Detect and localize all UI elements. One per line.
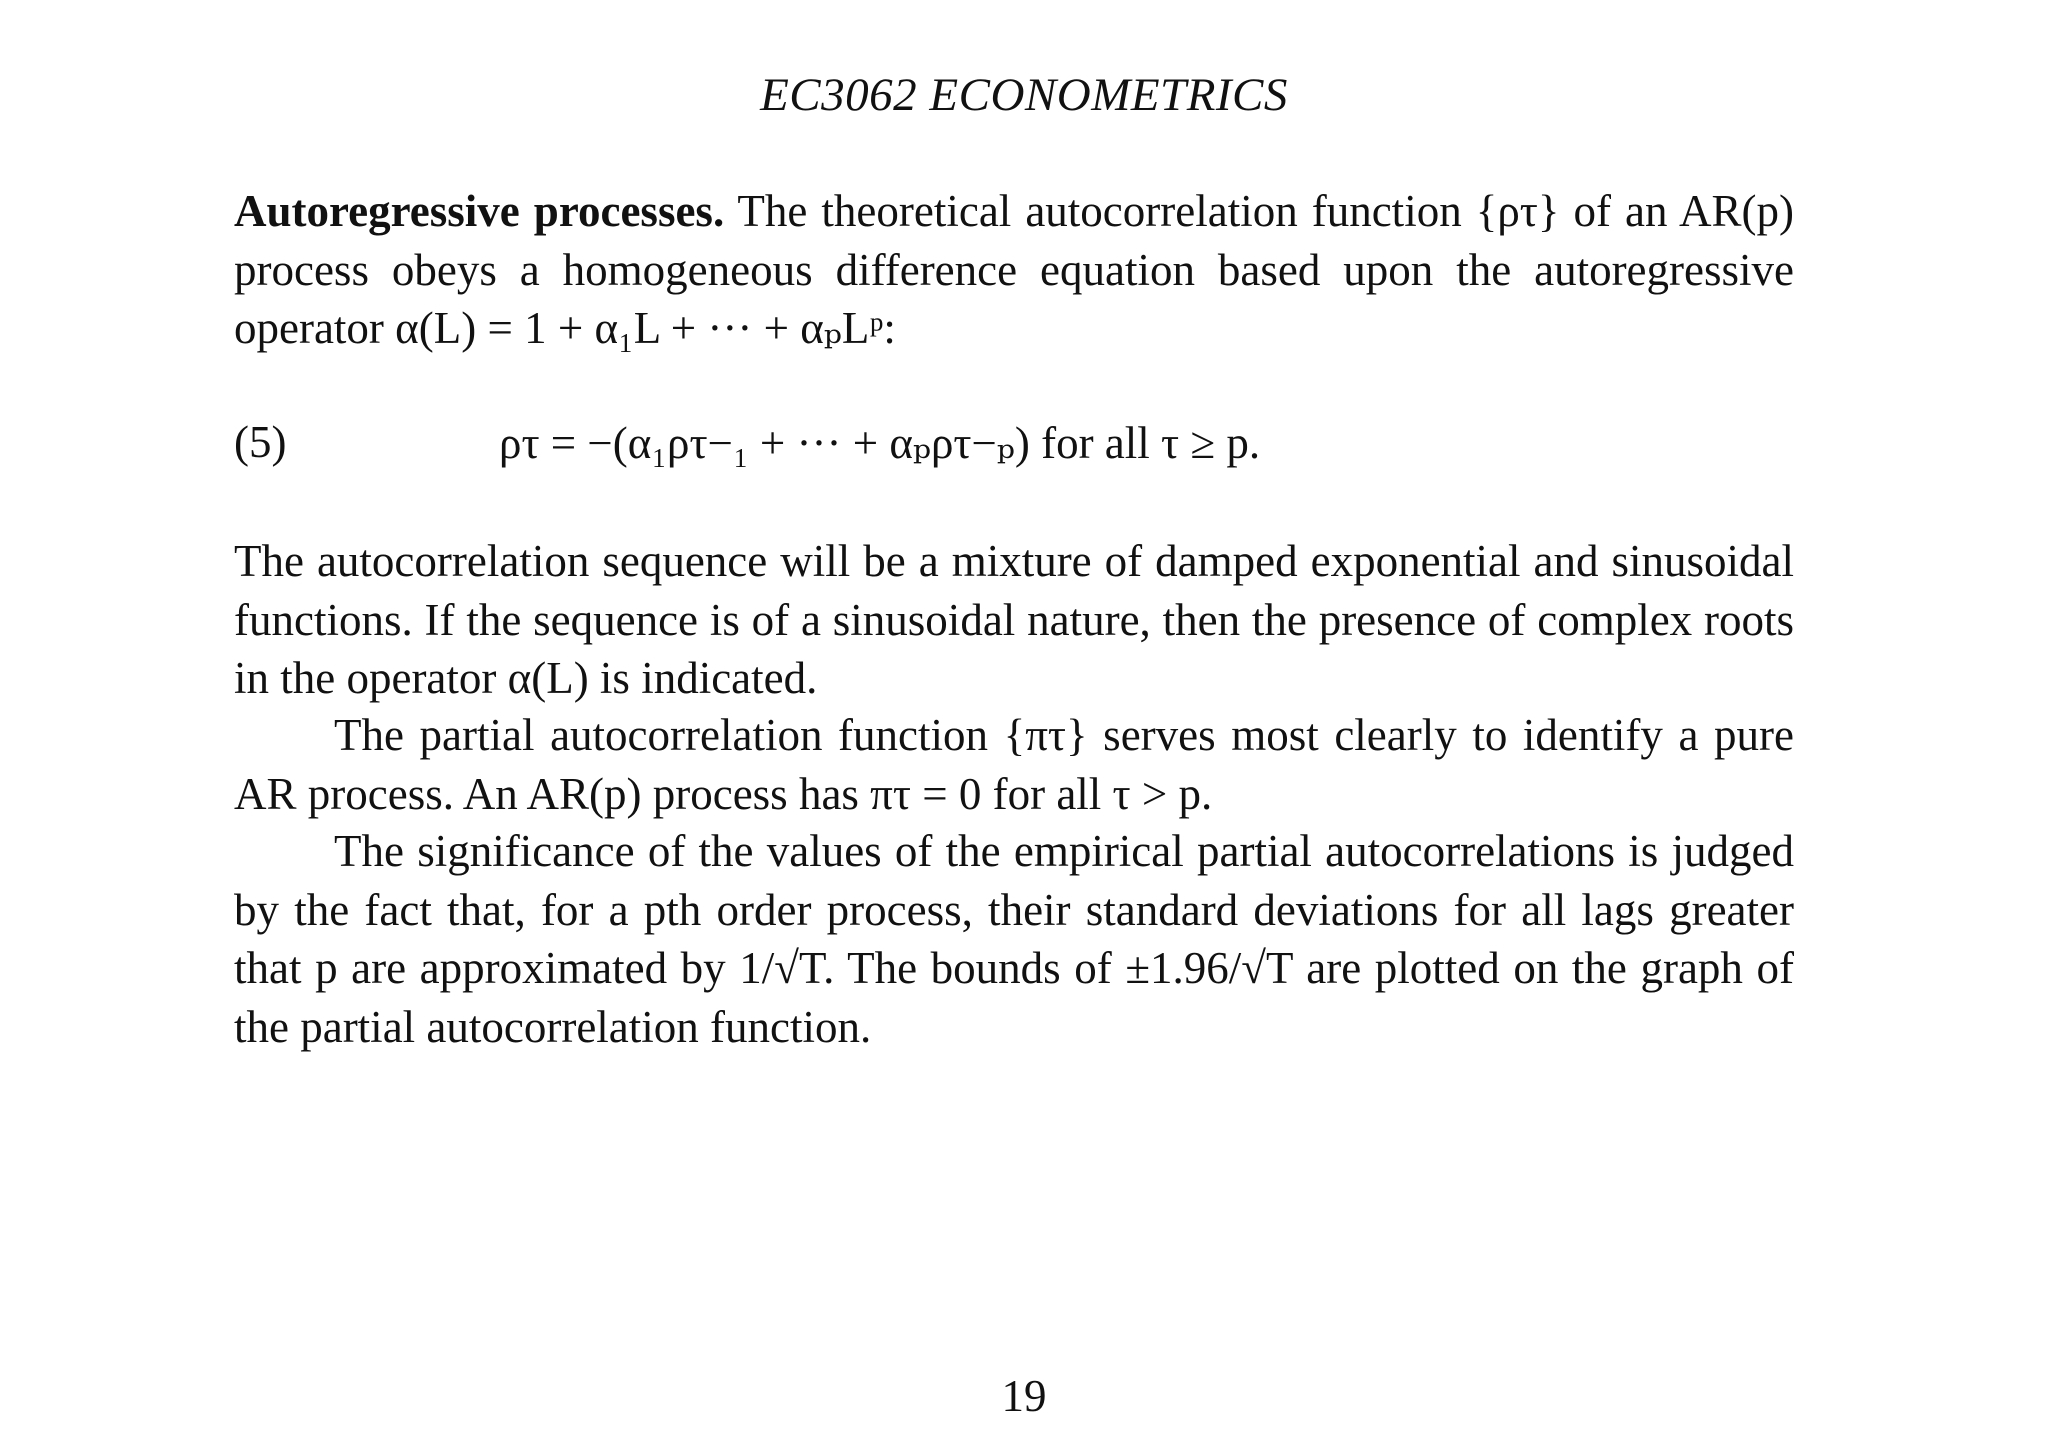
paragraph-partial-autocorrelation — [234, 706, 1794, 823]
paragraph-text: The partial autocorrelation function {πτ} serves most clearly to identify a pure AR process. An AR(p) process has πτ = 0 for all τ > p. — [234, 710, 1794, 819]
paragraph-text: The autocorrelation sequence will be a mixture of damped exponential and sinusoidal functions. If the sequence is of a sinusoidal nature, then the presence of complex roots in the operator α(L) is indicated. — [234, 536, 1794, 703]
paragraph-text: The significance of the values of the empirical partial autocorrelations is judged by the fact that, for a pth order process, their standard deviations for all lags greater that p are approximated by 1/√T. The bounds of ±1.96/√T are plotted on the graph of the partial autocorrelation function. — [234, 826, 1794, 1052]
paragraph-heading: Autoregressive processes. — [234, 186, 725, 236]
page-number: 19 — [1001, 1371, 1047, 1421]
paragraph-significance — [234, 822, 1794, 1056]
equation-expression: ρτ = −(α₁ρτ−₁ + ··· + αₚρτ−ₚ) for all τ ≥ p. — [499, 418, 1261, 468]
running-header: EC3062 ECONOMETRICS — [760, 69, 1288, 121]
equation-number: (5) — [234, 417, 287, 467]
paragraph-text: The theoretical autocorrelation function {ρτ} of an AR(p) process obeys a homogeneous difference equation based upon the autoregressive operator α(L) = 1 + α₁L + ··· + αₚLᵖ: — [234, 186, 1794, 353]
paragraph-autocorrelation-sequence — [234, 532, 1794, 708]
paragraph-autoregressive-processes — [234, 182, 1794, 358]
equation-5 — [234, 416, 1794, 476]
